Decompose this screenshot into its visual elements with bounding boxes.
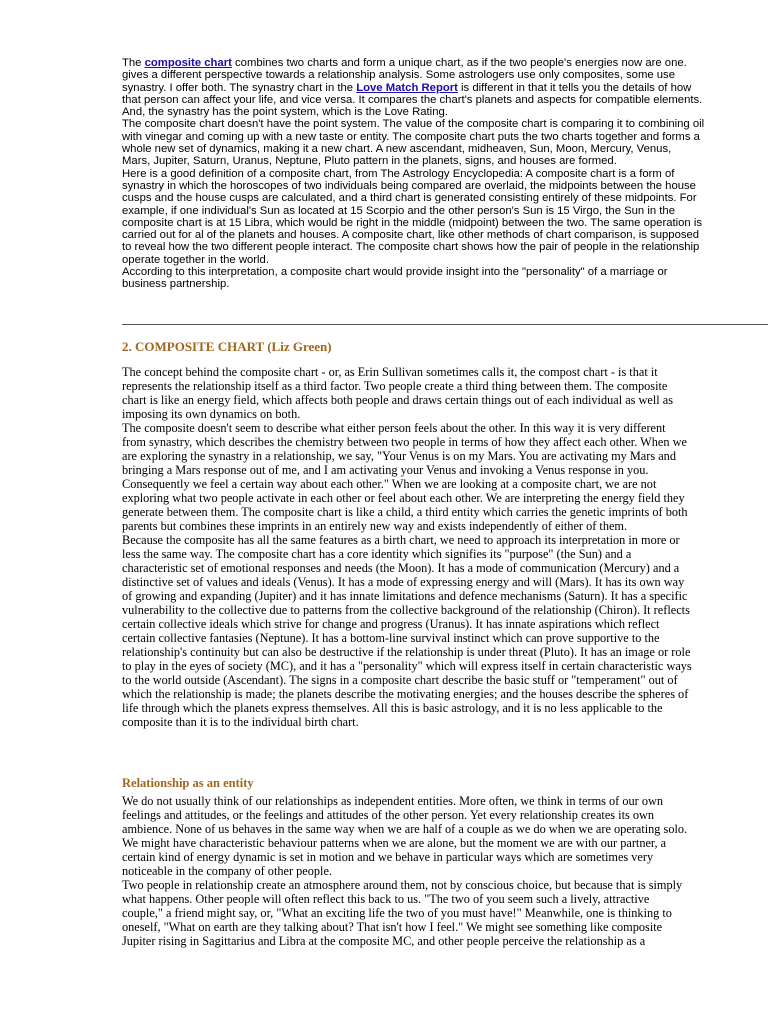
paragraph-line: bringing a Mars response out of me, and I am activating your Venus and invoking a Venus response in you. bbox=[122, 463, 649, 477]
paragraph-line: Consequently we feel a certain way about each other." When we are looking at a composite chart, we are not bbox=[122, 477, 657, 491]
paragraph-line: Jupiter rising in Sagittarius and Libra at the composite MC, and other people perceive the relationship as a bbox=[122, 934, 646, 948]
intro-line: And, the synastry has the point system, which is the Love Rating. bbox=[122, 106, 448, 119]
paragraph-line: noticeable in the company of other people. bbox=[122, 864, 332, 878]
paragraph-line: generate between them. The composite chart is like a child, a third entity which carries the genetic imprints of both bbox=[122, 505, 688, 519]
intro-line: carried out for al of the planets and houses. A composite chart, like other methods of chart comparison, is supposed bbox=[122, 229, 700, 242]
paragraph-line: represents the relationship itself as a third factor. Two people create a third thing between them. The composite bbox=[122, 379, 668, 393]
paragraph-line: We might have characteristic behaviour patterns when we are alone, but the moment we are with our partner, a bbox=[122, 836, 667, 850]
paragraph-line: Because the composite has all the same features as a birth chart, we need to approach its interpretation in more or bbox=[122, 533, 680, 547]
paragraph-line: from synastry, which describes the chemistry between two people in terms of how they affect each other. When we bbox=[122, 435, 687, 449]
intro-line: to reveal how the two different people interact. The composite chart shows how the pair of people in the relationship bbox=[122, 241, 700, 254]
intro-text bbox=[122, 57, 768, 291]
paragraph-line: which the relationship is made; the planets describe the motivating energies; and the houses describe the spheres of bbox=[122, 687, 689, 701]
paragraph-line: are exploring the synastry in a relationship, we say, "Your Venus is on my Mars. You are activating my Mars and bbox=[122, 449, 676, 463]
section-heading-relationship-entity: Relationship as an entity bbox=[122, 776, 254, 790]
paragraph-line: certain collective ideals which strive for change and progress (Uranus). It has innate aspirations which reflect bbox=[122, 617, 660, 631]
paragraph-line: to the world outside (Ascendant). The signs in a composite chart describe the basic stuff or "temperament" out of bbox=[122, 673, 678, 687]
paragraph-line: couple," a friend might say, or, "What an exciting life the two of you must have!" Meanwhile, one is thinking to bbox=[122, 906, 672, 920]
intro-line: composite chart is at 15 Libra, which would be right in the middle (midpoint) between the two. The same operation is bbox=[122, 216, 703, 229]
paragraph-line: of growing and expanding (Jupiter) and it has innate limitations and defence mechanisms (Saturn). It has a specific bbox=[122, 589, 688, 603]
section3-body bbox=[122, 794, 768, 948]
intro-line: whole new set of dynamics, making it a new chart. A new ascendant, midheaven, Sun, Moon, Mercury, Venus, bbox=[122, 143, 672, 156]
section-divider bbox=[122, 324, 768, 325]
intro-line: synastry. I offer both. The synastry chart in the Love Match Report is different in that it tells you the details of how bbox=[122, 81, 692, 94]
love-match-report-link[interactable]: Love Match Report bbox=[356, 81, 458, 94]
intro-line: cusps and the house cusps are calculated, and a third chart is generated consisting entirely of these midpoints. For bbox=[122, 192, 697, 205]
paragraph-line: certain collective fantasies (Neptune). It has a bottom-line survival instinct which can prove supportive to the bbox=[122, 631, 660, 645]
intro-line: synastry in which the horoscopes of two individuals being compared are overlaid, the midpoints between the house bbox=[122, 179, 696, 192]
paragraph-line: composite than it is to the individual birth chart. bbox=[122, 715, 359, 729]
intro-line: The composite chart doesn't have the point system. The value of the composite chart is comparing it to combining oil bbox=[122, 118, 705, 131]
paragraph-line: parents but combines these imprints in an entirely new way and exists independently of either of them. bbox=[122, 519, 628, 533]
paragraph-line: exploring what two people activate in each other or feel about each other. We are interpreting the energy field they bbox=[122, 491, 685, 505]
paragraph-line: less the same way. The composite chart has a core identity which signifies its "purpose" (the Sun) and a bbox=[122, 547, 632, 561]
intro-line: operate together in the world. bbox=[122, 253, 269, 266]
paragraph-line: The composite doesn't seem to describe what either person feels about the other. In this way it is very different bbox=[122, 421, 666, 435]
paragraph-line: to play in the eyes of society (MC), and it has a "personality" which will express itself in certain characteristic ways bbox=[122, 659, 692, 673]
paragraph-line: relationship's continuity but can also be destructive if the relationship is under threat (Pluto). It has an image or role bbox=[122, 645, 691, 659]
paragraph-line: feelings and attitudes, or the feelings and attitudes of the other person. Yet every relationship creates its own bbox=[122, 808, 655, 822]
paragraph-line: ambience. None of us behaves in the same way when we are half of a couple as we do when we are operating solo. bbox=[122, 822, 688, 836]
paragraph-line: oneself, "What on earth are they talking about? That isn't how I feel." We might see something like composite bbox=[122, 920, 663, 934]
paragraph-line: The concept behind the composite chart - or, as Erin Sullivan sometimes calls it, the compost chart - is that it bbox=[122, 365, 658, 379]
paragraph-line: vulnerability to the collective due to patterns from the collective background of the relationship (Chiron). It reflects bbox=[122, 603, 690, 617]
section2-body bbox=[122, 365, 768, 729]
paragraph-line: distinctive set of values and ideals (Venus). It has a mode of expressing energy and will (Mars). It has its own way bbox=[122, 575, 685, 589]
paragraph-line: life through which the planets express themselves. All this is basic astrology, and it is no less applicable to the bbox=[122, 701, 663, 715]
paragraph-line: We do not usually think of our relationships as independent entities. More often, we think in terms of our own bbox=[122, 794, 663, 808]
intro-line: with vinegar and coming up with a new taste or entity. The composite chart puts the two charts together and forms a bbox=[122, 130, 700, 143]
intro-line: According to this interpretation, a composite chart would provide insight into the "personality" of a marriage or bbox=[122, 266, 668, 279]
composite-chart-link[interactable]: composite chart bbox=[144, 57, 232, 69]
paragraph-line: certain kind of energy dynamic is set in motion and we behave in particular ways which are sometimes very bbox=[122, 850, 654, 864]
paragraph-line: chart is like an energy field, which affects both people and draws certain things out of each individual as well as bbox=[122, 393, 674, 407]
intro-line: example, if one individual's Sun as located at 15 Scorpio and the other person's Sun is 15 Virgo, the Sun in the bbox=[122, 204, 675, 217]
intro-line: gives a different perspective towards a relationship analysis. Some astrologers use only composites, some use bbox=[122, 69, 675, 82]
intro-line: Mars, Jupiter, Saturn, Uranus, Neptune, Pluto pattern in the planets, signs, and houses are formed. bbox=[122, 155, 617, 168]
intro-line: that person can affect your life, and vice versa. It compares the chart's planets and aspects for compatible elements. bbox=[122, 93, 703, 106]
paragraph-line: imposing its own dynamics on both. bbox=[122, 407, 301, 421]
intro-line: business partnership. bbox=[122, 278, 230, 291]
section-heading-composite-chart: 2. COMPOSITE CHART (Liz Green) bbox=[122, 339, 332, 354]
paragraph-line: Two people in relationship create an atmosphere around them, not by conscious choice, but because that is simply bbox=[122, 878, 683, 892]
paragraph-line: what happens. Other people will often reflect this back to us. "The two of you seem such a lively, attractive bbox=[122, 892, 650, 906]
paragraph-line: characteristic set of emotional responses and needs (the Moon). It has a mode of communication (Mercury) and a bbox=[122, 561, 680, 575]
intro-line: Here is a good definition of a composite chart, from The Astrology Encyclopedia: A composite chart is a form of bbox=[122, 167, 675, 180]
intro-line: The composite chart combines two charts and form a unique chart, as if the two people's energies now are one. bbox=[122, 57, 687, 69]
